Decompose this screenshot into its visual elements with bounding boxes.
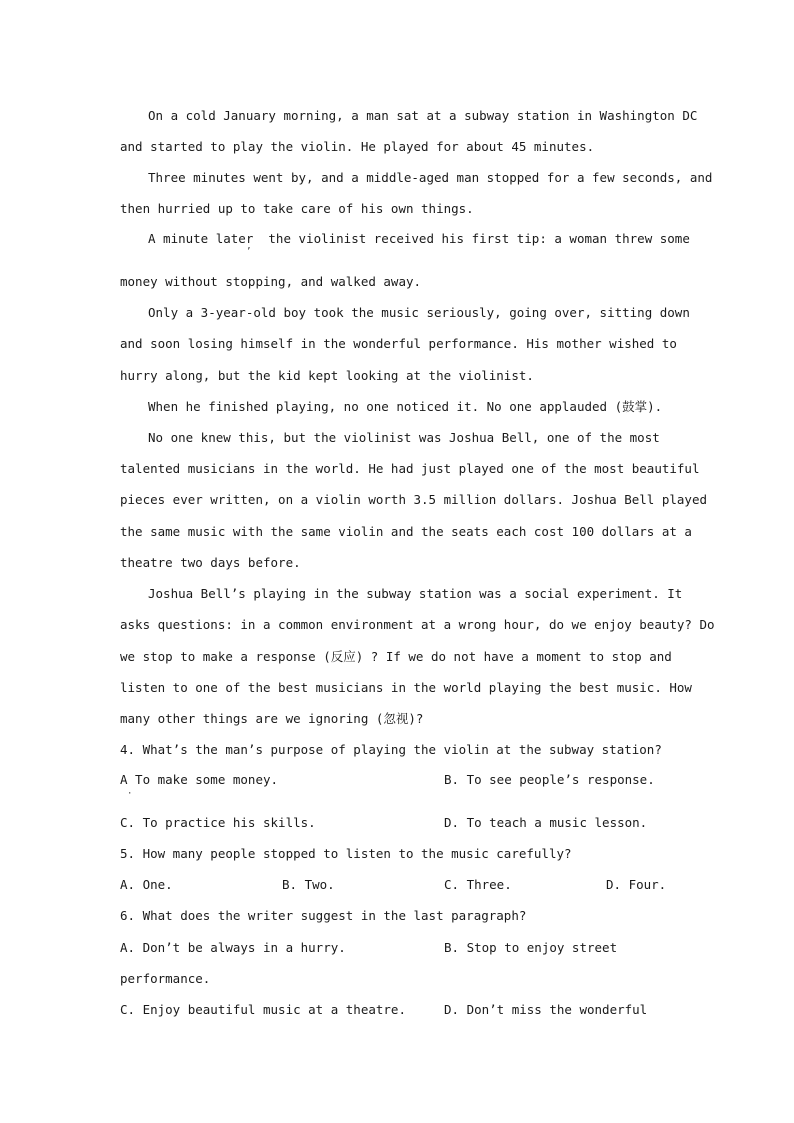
option-d[interactable]: D. To teach a music lesson. [444, 815, 648, 830]
passage-line: and started to play the violin. He played for about 45 minutes. [120, 139, 595, 154]
passage-line: On a cold January morning, a man sat at a subway station in Washington DC [148, 108, 698, 123]
option-a[interactable]: A. Don’t be always in a hurry. [120, 940, 346, 955]
option-d[interactable]: D. Don’t miss the wonderful [444, 1002, 648, 1017]
question-stem: 4. What’s the man’s purpose of playing the violin at the subway station? [120, 742, 662, 757]
passage-line: No one knew this, but the violinist was Joshua Bell, one of the most [148, 430, 660, 445]
option-d[interactable]: D. Four. [606, 877, 667, 892]
option-a[interactable]: A. One. [120, 877, 173, 892]
passage-line: Only a 3-year-old boy took the music seriously, going over, sitting down [148, 305, 690, 320]
passage-line: theatre two days before. [120, 555, 301, 570]
passage-line: talented musicians in the world. He had just played one of the most beautiful [120, 461, 700, 476]
option-c[interactable]: C. To practice his skills. [120, 815, 316, 830]
passage-line: many other things are we ignoring (忽视)? [120, 711, 424, 726]
passage-line: asks questions: in a common environment at a wrong hour, do we enjoy beauty? Do [120, 617, 715, 632]
question-stem: 5. How many people stopped to listen to the music carefully? [120, 846, 572, 861]
option-b[interactable]: B. Stop to enjoy street [444, 940, 618, 955]
option-a[interactable]: A To make some money. [120, 772, 279, 787]
passage-line: and soon losing himself in the wonderful performance. His mother wished to [120, 336, 677, 351]
option-c[interactable]: C. Enjoy beautiful music at a theatre. [120, 1002, 406, 1017]
option-b[interactable]: B. Two. [282, 877, 335, 892]
question-stem: 6. What does the writer suggest in the last paragraph? [120, 908, 527, 923]
comma-mark: ’ [246, 247, 252, 257]
passage-line: A minute later the violinist received his first tip: a woman threw some [148, 231, 690, 246]
option-c[interactable]: C. Three. [444, 877, 512, 892]
passage-line: we stop to make a response (反应) ? If we do not have a moment to stop and [120, 649, 672, 664]
dot-mark: · [127, 789, 133, 799]
passage-line: then hurried up to take care of his own things. [120, 201, 474, 216]
passage-line: pieces ever written, on a violin worth 3.5 million dollars. Joshua Bell played [120, 492, 707, 507]
passage-line: hurry along, but the kid kept looking at the violinist. [120, 368, 534, 383]
passage-line: Three minutes went by, and a middle-aged man stopped for a few seconds, and [148, 170, 713, 185]
option-b-continued: performance. [120, 971, 211, 986]
passage-line: When he finished playing, no one noticed it. No one applauded (鼓掌). [148, 399, 663, 414]
passage-line: the same music with the same violin and the seats each cost 100 dollars at a [120, 524, 692, 539]
passage-line: Joshua Bell’s playing in the subway station was a social experiment. It [148, 586, 683, 601]
passage-line: listen to one of the best musicians in the world playing the best music. How [120, 680, 692, 695]
option-b[interactable]: B. To see people’s response. [444, 772, 655, 787]
passage-line: money without stopping, and walked away. [120, 274, 422, 289]
